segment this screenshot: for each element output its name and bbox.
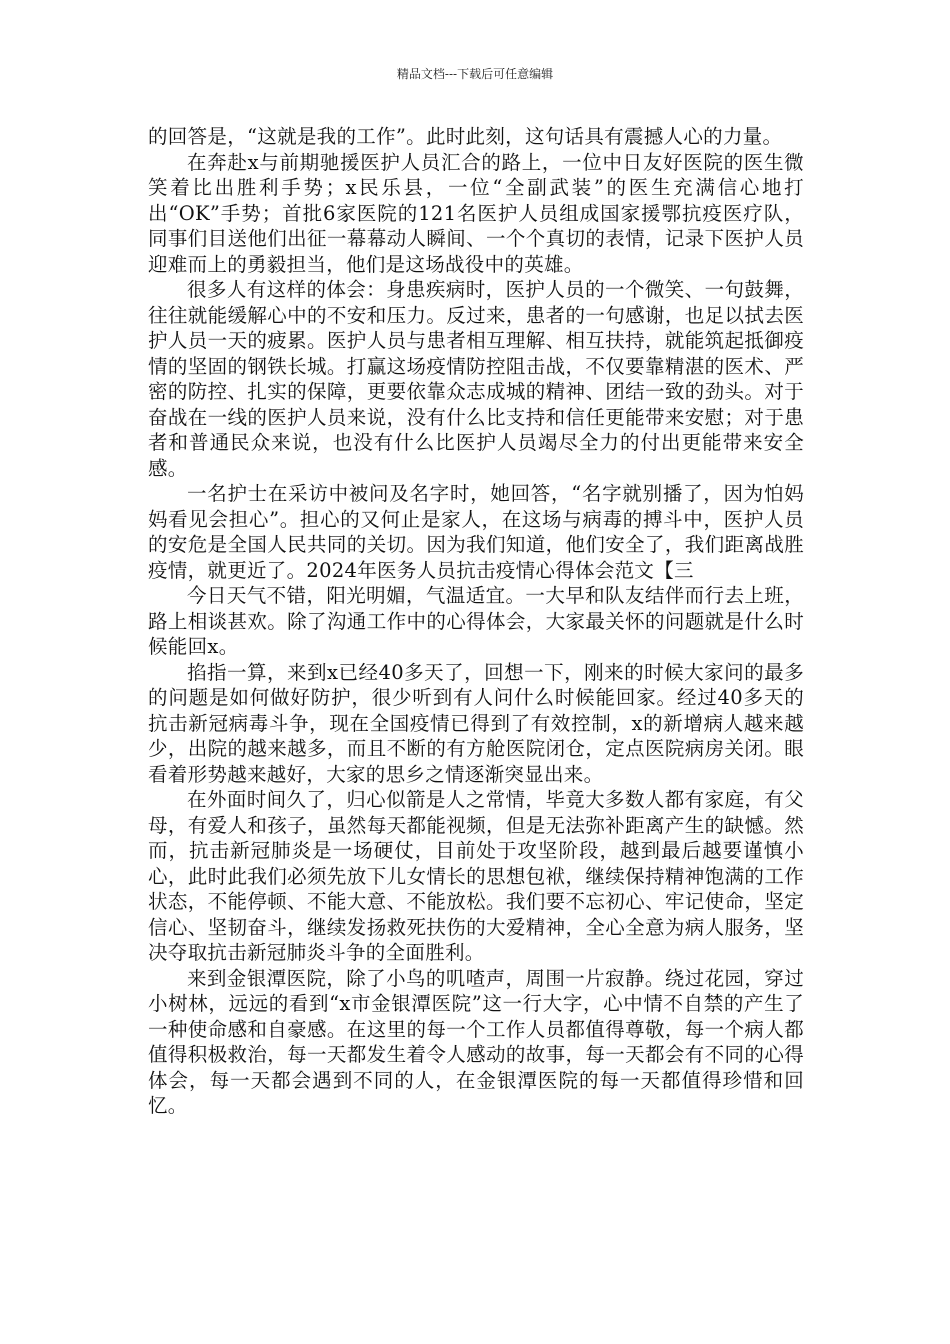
document-body [148,124,804,1119]
paragraph: 掐指一算，来到x已经40多天了，回想一下，刚来的时候大家问的最多的问题是如何做好防护，很少听到有人问什么时候能回家。经过40多天的抗击新冠病毒斗争，现在全国疫情已得到了有效控制，x的新增病人越来越少，出院的越来越多，而且不断的有方舱医院闭仓，定点医院病房关闭。眼看着形势越来越好，大家的思乡之情逐渐突显出来。 [148,660,804,786]
paragraph: 很多人有这样的体会：身患疾病时，医护人员的一个微笑、一句鼓舞，往往就能缓解心中的不安和压力。反过来，患者的一句感谢，也足以拭去医护人员一天的疲累。医护人员与患者相互理解、相互扶持，就能筑起抵御疫情的坚固的钢铁长城。打赢这场疫情防控阻击战，不仅要靠精湛的医术、严密的防控、扎实的保障，更要依靠众志成城的精神、团结一致的劲头。对于奋战在一线的医护人员来说，没有什么比支持和信任更能带来安慰；对于患者和普通民众来说，也没有什么比医护人员竭尽全力的付出更能带来安全感。 [148,278,804,480]
paragraph: 在外面时间久了，归心似箭是人之常情，毕竟大多数人都有家庭，有父母，有爱人和孩子，虽然每天都能视频，但是无法弥补距离产生的缺憾。然而，抗击新冠肺炎是一场硬仗，目前处于攻坚阶段，越到最后越要谨慎小心，此时此我们必须先放下儿女情长的思想包袱，继续保持精神饱满的工作状态，不能停顿、不能大意、不能放松。我们要不忘初心、牢记使命，坚定信心、坚韧奋斗，继续发扬救死扶伤的大爱精神，全心全意为病人服务，坚决夺取抗击新冠肺炎斗争的全面胜利。 [148,788,804,964]
paragraph: 今日天气不错，阳光明媚，气温适宜。一大早和队友结伴而行去上班，路上相谈甚欢。除了沟通工作中的心得体会，大家最关怀的问题就是什么时候能回x。 [148,584,804,658]
paragraph: 在奔赴x与前期驰援医护人员汇合的路上，一位中日友好医院的医生微笑着比出胜利手势；x民乐县，一位“全副武装”的医生充满信心地打出“OK”手势；首批6家医院的121名医护人员组成国家援鄂抗疫医疗队，同事们目送他们出征一幕幕动人瞬间、一个个真切的表情，记录下医护人员迎难而上的勇毅担当，他们是这场战役中的英雄。 [148,150,804,276]
page-header: 精品文档---下载后可任意编辑 [396,67,554,81]
paragraph: 一名护士在采访中被问及名字时，她回答，“名字就别播了，因为怕妈妈看见会担心”。担心的又何止是家人，在这场与病毒的搏斗中，医护人员的安危是全国人民共同的关切。因为我们知道，他们安全了，我们距离战胜疫情，就更近了。2024年医务人员抗击疫情心得体会范文【三 [148,482,804,582]
paragraph: 来到金银潭医院，除了小鸟的叽喳声，周围一片寂静。绕过花园，穿过小树林，远远的看到“x市金银潭医院”这一行大字，心中情不自禁的产生了一种使命感和自豪感。在这里的每一个工作人员都值得尊敬，每一个病人都值得积极救治，每一天都发生着令人感动的故事，每一天都会有不同的心得体会，每一天都会遇到不同的人，在金银潭医院的每一天都值得珍惜和回忆。 [148,966,804,1117]
paragraph-continuation: 的回答是，“这就是我的工作”。此时此刻，这句话具有震撼人心的力量。 [148,125,783,148]
